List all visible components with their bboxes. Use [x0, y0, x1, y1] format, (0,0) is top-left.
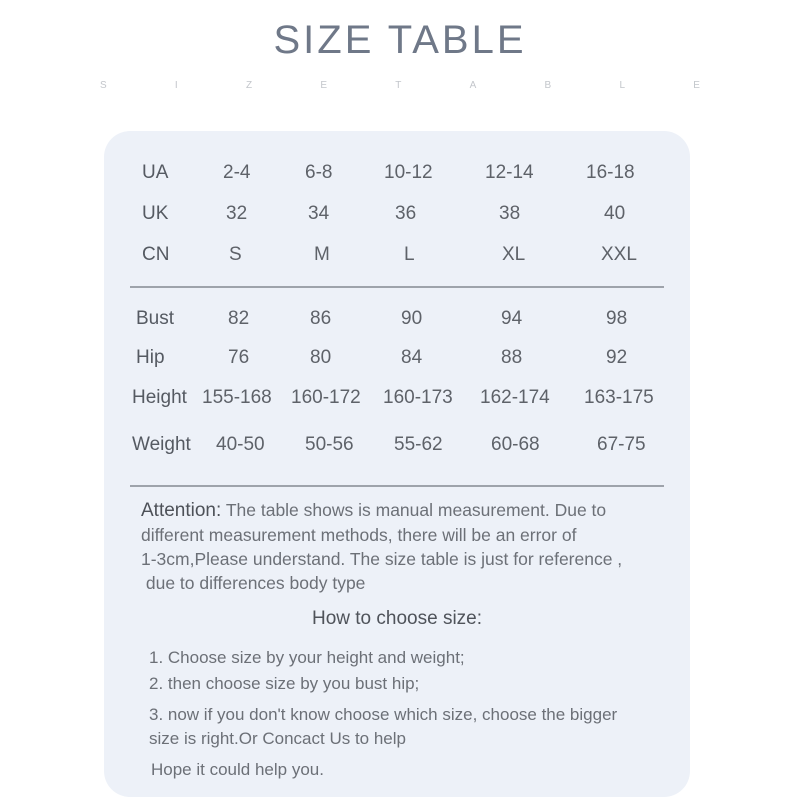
- table-cell: 155-168: [202, 387, 272, 408]
- measure-row-height: [104, 387, 690, 417]
- table-cell: 12-14: [485, 162, 534, 183]
- howto-step-3-cont: size is right.Or Concact Us to help: [149, 729, 406, 748]
- table-cell: 162-174: [480, 387, 550, 408]
- row-label: UA: [142, 162, 169, 183]
- table-cell: 94: [501, 308, 523, 329]
- attention-text: The table shows is manual measurement. Due to: [221, 500, 607, 520]
- subtitle-letter: E: [693, 80, 700, 91]
- size-row-uk: [104, 203, 690, 233]
- table-cell: 40-50: [216, 434, 265, 455]
- table-cell: L: [404, 244, 415, 265]
- subtitle-letter: A: [469, 80, 477, 91]
- table-cell: 86: [310, 308, 332, 329]
- table-cell: 16-18: [586, 162, 635, 183]
- table-cell: 84: [401, 347, 423, 368]
- table-cell: 6-8: [305, 162, 333, 183]
- table-cell: 55-62: [394, 434, 443, 455]
- table-cell: 80: [310, 347, 332, 368]
- closing-text: Hope it could help you.: [151, 760, 324, 779]
- table-cell: 40: [604, 203, 626, 224]
- table-cell: 88: [501, 347, 523, 368]
- attention-label: Attention:: [141, 500, 222, 521]
- subtitle-letter: L: [619, 80, 625, 91]
- howto-heading: How to choose size:: [311, 608, 483, 629]
- row-label: Weight: [132, 434, 191, 455]
- howto-step-1: 1. Choose size by your height and weight;: [149, 648, 465, 667]
- table-cell: 163-175: [584, 387, 654, 408]
- attention-note: [141, 498, 671, 595]
- table-cell: 36: [395, 203, 417, 224]
- subtitle-letter: T: [395, 80, 402, 91]
- measure-row-hip: [104, 347, 690, 377]
- subtitle-letter: I: [174, 80, 178, 91]
- measure-row-bust: [104, 308, 690, 338]
- row-label: Hip: [136, 347, 165, 368]
- table-cell: 60-68: [491, 434, 540, 455]
- divider: [130, 485, 664, 487]
- divider: [130, 286, 664, 288]
- table-cell: 32: [226, 203, 248, 224]
- table-cell: 160-172: [291, 387, 361, 408]
- attention-text: 1-3cm,Please understand. The size table is just for reference ,: [141, 549, 623, 569]
- table-cell: S: [229, 244, 242, 265]
- measure-row-weight: [104, 434, 690, 464]
- row-label: UK: [142, 203, 169, 224]
- subtitle-letters: [100, 80, 700, 91]
- howto-step-2: 2. then choose size by you bust hip;: [149, 674, 420, 693]
- size-row-ua: [104, 162, 690, 192]
- table-cell: 90: [401, 308, 423, 329]
- howto-step-3: 3. now if you don't know choose which size, choose the bigger: [149, 705, 618, 724]
- subtitle-letter: B: [544, 80, 552, 91]
- table-cell: 50-56: [305, 434, 354, 455]
- subtitle-letter: Z: [245, 80, 253, 91]
- table-cell: M: [314, 244, 330, 265]
- table-cell: XL: [502, 244, 526, 265]
- table-cell: 67-75: [597, 434, 646, 455]
- row-label: CN: [142, 244, 170, 265]
- subtitle-letter: E: [320, 80, 327, 91]
- table-cell: 82: [228, 308, 250, 329]
- table-cell: 98: [606, 308, 628, 329]
- row-label: Height: [132, 387, 187, 408]
- subtitle-letter: S: [100, 80, 107, 91]
- size-table-card: [104, 131, 690, 797]
- table-cell: 2-4: [223, 162, 251, 183]
- table-cell: 92: [606, 347, 628, 368]
- table-cell: 160-173: [383, 387, 453, 408]
- table-cell: 76: [228, 347, 250, 368]
- table-cell: XXL: [601, 244, 637, 265]
- attention-text: different measurement methods, there will be an error of: [141, 525, 577, 545]
- row-label: Bust: [136, 308, 175, 329]
- table-cell: 10-12: [384, 162, 433, 183]
- size-row-cn: [104, 244, 690, 274]
- table-cell: 34: [308, 203, 330, 224]
- page-title: SIZE TABLE: [273, 18, 527, 62]
- attention-text: due to differences body type: [141, 573, 366, 593]
- table-cell: 38: [499, 203, 521, 224]
